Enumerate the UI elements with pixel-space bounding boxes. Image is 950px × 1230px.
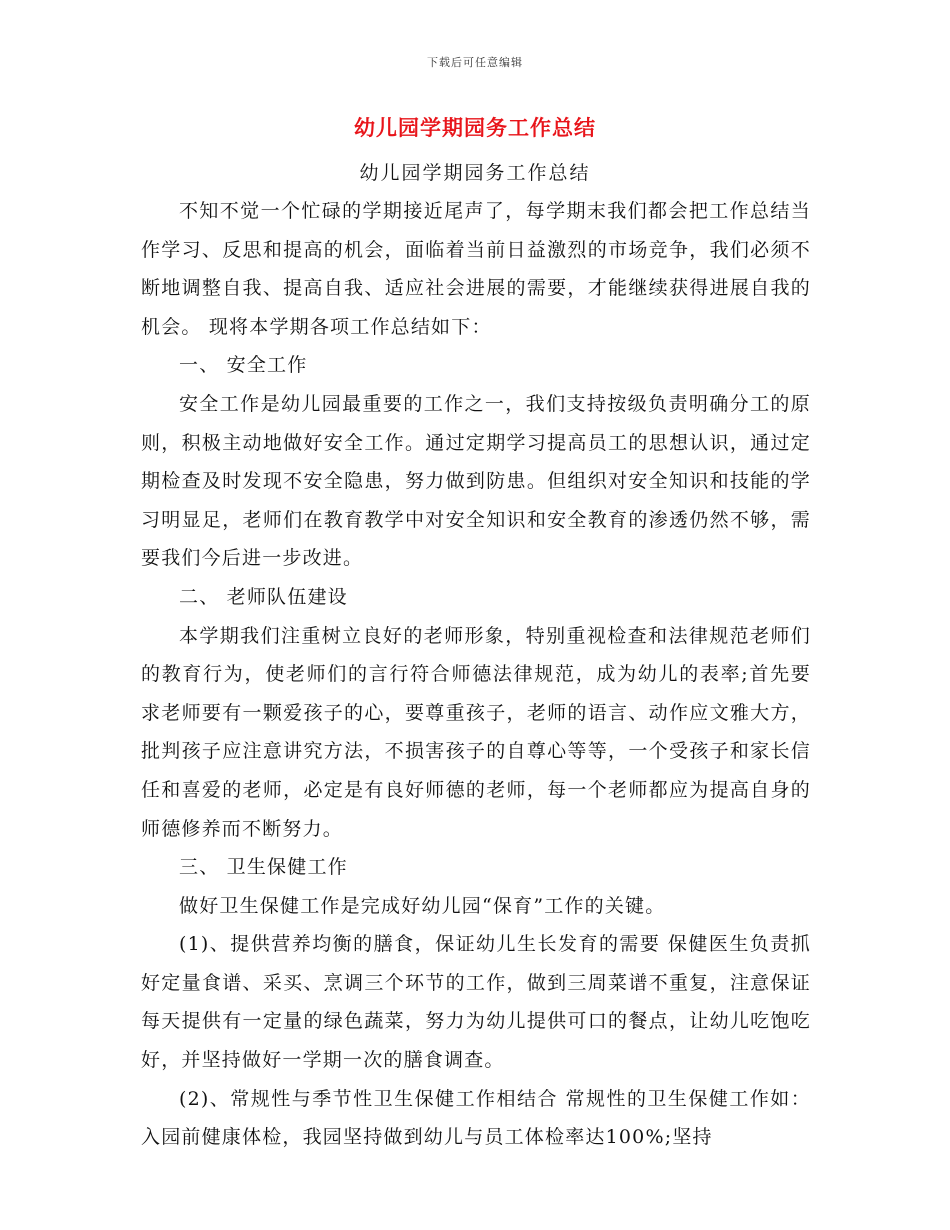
section-heading-teachers: 二、 老师队伍建设: [179, 585, 348, 608]
health-item-1-paragraph: (1)、提供营养均衡的膳食，保证幼儿生长发育的需要 保健医生负责抓好定量食谱、采买、烹调三个环节的工作，做到三周菜谱不重复，注意保证每天提供有一定量的绿色蔬菜，努力为幼儿提供可口的餐点，让幼儿吃饱吃好，并坚持做好一学期一次的膳食调查。: [141, 933, 811, 1072]
section-heading-health: 三、 卫生保健工作: [179, 856, 348, 879]
teachers-paragraph: 本学期我们注重树立良好的老师形象，特别重视检查和法律规范老师们的教育行为，使老师们的言行符合师德法律规范，成为幼儿的表率;首先要求老师要有一颗爱孩子的心，要尊重孩子，老师的语言、动作应文雅大方，批判孩子应注意讲究方法，不损害孩子的自尊心等等，一个受孩子和家长信任和喜爱的老师，必定是有良好师德的老师，每一个老师都应为提高自身的师德修养而不断努力。: [141, 624, 811, 840]
health-item-2-paragraph: (2)、常规性与季节性卫生保健工作相结合 常规性的卫生保健工作如：入园前健康体检，我园坚持做到幼儿与员工体检率达100%;坚持: [141, 1087, 811, 1149]
document-title: 幼儿园学期园务工作总结: [354, 115, 596, 140]
document-body: [141, 192, 811, 1157]
section-heading-safety: 一、 安全工作: [179, 354, 308, 377]
header-note: 下载后可任意编辑: [427, 56, 523, 69]
safety-paragraph: 安全工作是幼儿园最重要的工作之一，我们支持按级负责明确分工的原则，积极主动地做好安全工作。通过定期学习提高员工的思想认识，通过定期检查及时发现不安全隐患，努力做到防患。但组织对安全知识和技能的学习明显足，老师们在教育教学中对安全知识和安全教育的渗透仍然不够，需要我们今后进一步改进。: [141, 392, 811, 570]
health-intro-paragraph: 做好卫生保健工作是完成好幼儿园“保育”工作的关键。: [179, 894, 666, 917]
document-subtitle: 幼儿园学期园务工作总结: [359, 162, 591, 184]
intro-paragraph: 不知不觉一个忙碌的学期接近尾声了，每学期末我们都会把工作总结当作学习、反思和提高的机会，面临着当前日益激烈的市场竞争，我们必须不断地调整自我、提高自我、适应社会进展的需要，才能继续获得进展自我的机会。 现将本学期各项工作总结如下：: [141, 200, 811, 338]
